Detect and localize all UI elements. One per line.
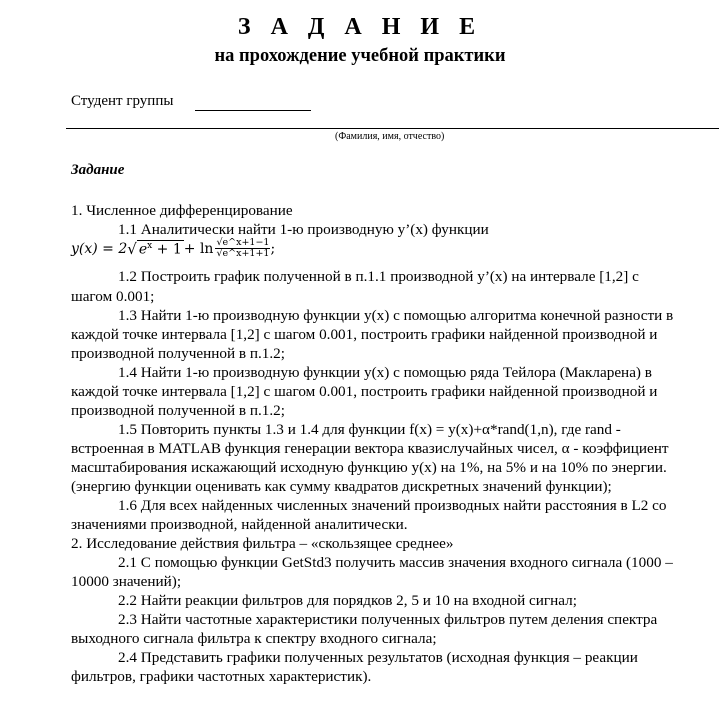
body-line: 1.2 Построить график полученной в п.1.1 производной y’(x) на интервале [1,2] с xyxy=(118,268,639,285)
formula-radicand: e xyxy=(138,241,148,258)
body-line: 1.4 Найти 1-ю производную функции y(x) с помощью ряда Тейлора (Макларена) в xyxy=(118,364,652,381)
body-line: 2.2 Найти реакции фильтров для порядков 2, 5 и 10 на входной сигнал; xyxy=(118,592,577,609)
fio-caption: (Фамилия, имя, отчество) xyxy=(335,131,445,142)
task-heading: Задание xyxy=(71,162,125,178)
body-line: значениями производной, найденной аналитически. xyxy=(71,516,408,533)
body-line: встроенная в MATLAB функция генерации вектора квазислучайных чисел, α - коэффициент xyxy=(71,440,669,457)
fraction-numerator: √e^x+1−1 xyxy=(216,237,270,248)
formula-exponent: x xyxy=(147,240,153,251)
function-formula xyxy=(71,238,275,259)
body-line: 2.1 С помощью функции GetStd3 получить массив значения входного сигнала (1000 – xyxy=(118,554,673,571)
student-group-underline xyxy=(195,110,311,111)
body-line: 2.4 Представить графики полученных результатов (исходная функция – реакции xyxy=(118,649,638,666)
body-line: 1.5 Повторить пункты 1.3 и 1.4 для функции f(x) = y(x)+α*rand(1,n), где rand - xyxy=(118,421,621,438)
body-line: 1. Численное дифференцирование xyxy=(71,202,293,219)
body-line: шагом 0.001; xyxy=(71,288,155,305)
fraction-denominator: √e^x+1+1 xyxy=(216,248,270,259)
formula-fraction xyxy=(215,238,270,259)
formula-end: ; xyxy=(270,240,276,257)
student-group-label: Студент группы xyxy=(71,93,174,109)
formula-plus-one: + 1 xyxy=(152,241,182,258)
body-line: 2.3 Найти частотные характеристики полученных фильтров путем деления спектра xyxy=(118,611,658,628)
document-title: З А Д А Н И Е xyxy=(237,14,483,40)
body-line: каждой точке интервала [1,2] с шагом 0.001, построить графики найденной производной и xyxy=(71,383,658,400)
formula-ln: + ln xyxy=(183,240,214,257)
body-line: 1.3 Найти 1-ю производную функции y(x) с помощью алгоритма конечной разности в xyxy=(118,307,674,324)
body-line: фильтров, графики частотных характеристик). xyxy=(71,668,372,685)
body-line: выходного сигнала фильтра к спектру входного сигнала; xyxy=(71,630,437,647)
fio-underline xyxy=(66,128,719,129)
formula-lhs: y(x) = 2 xyxy=(71,240,128,257)
body-line: производной полученной в п.1.2; xyxy=(71,345,285,362)
body-line: масштабирования искажающий исходную функцию y(x) на 1%, на 5% и на 10% по энергии. xyxy=(71,459,667,476)
body-line: 2. Исследование действия фильтра – «скользящее среднее» xyxy=(71,535,454,552)
body-line: (энергию функции оценивать как сумму квадратов дискретных значений функции); xyxy=(71,478,612,495)
document-subtitle: на прохождение учебной практики xyxy=(214,46,506,66)
body-line: 1.1 Аналитически найти 1-ю производную y’(x) функции xyxy=(118,221,489,238)
body-line: 10000 значений); xyxy=(71,573,182,590)
formula-radical xyxy=(137,240,184,258)
body-line: 1.6 Для всех найденных численных значений производных найти расстояния в L2 со xyxy=(118,497,667,514)
body-line: производной полученной в п.1.2; xyxy=(71,402,285,419)
body-line: каждой точке интервала [1,2] с шагом 0.001, построить графики найденной производной и xyxy=(71,326,658,343)
sqrt-sign: √ xyxy=(127,239,137,258)
